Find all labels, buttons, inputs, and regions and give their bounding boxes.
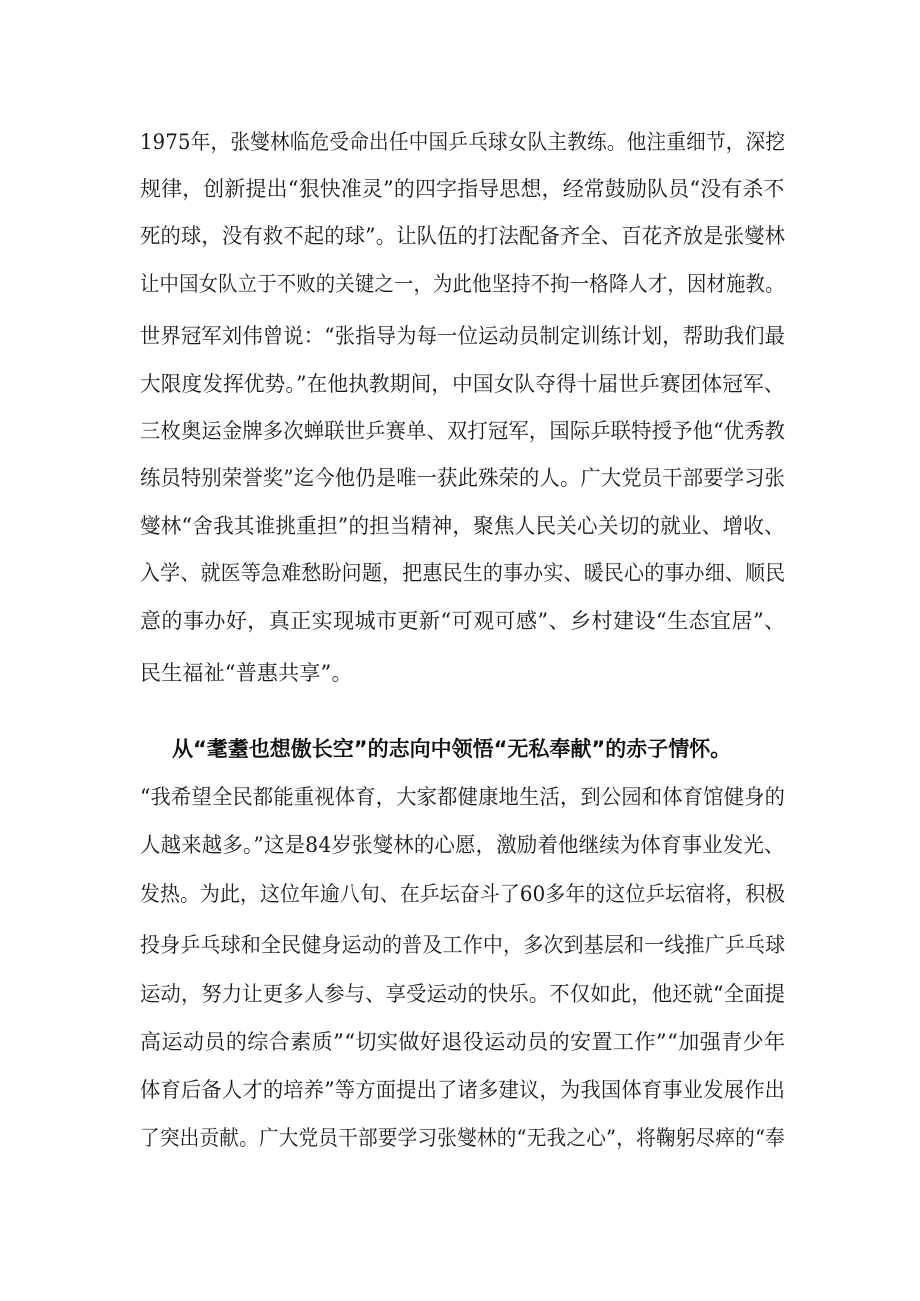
paragraph-1-line-3: 死的球，没有救不起的球”。让队伍的打法配备齐全、百花齐放是张燮林 <box>140 224 786 248</box>
paragraph-1-line-11: 意的事办好，真正实现城市更新“可观可感”、乡村建设“生态宜居”、 <box>140 609 786 633</box>
paragraph-2-line-6: 高运动员的综合素质”“切实做好退役运动员的安置工作”“加强青少年 <box>140 1030 786 1054</box>
paragraph-2-line-7: 体育后备人才的培养”等方面提出了诸多建议，为我国体育事业发展作出 <box>140 1078 786 1102</box>
paragraph-1-line-9: 燮林“舍我其谁挑重担”的担当精神，聚焦人民关心关切的就业、增收、 <box>140 514 785 538</box>
paragraph-1-line-5: 世界冠军刘伟曾说：“张指导为每一位运动员制定训练计划，帮助我们最 <box>140 324 786 348</box>
paragraph-1-line-8: 练员特别荣誉奖”迄今他仍是唯一获此殊荣的人。广大党员干部要学习张 <box>140 466 786 490</box>
paragraph-2-line-2: 人越来越多。”这是84岁张燮林的心愿，激励着他继续为体育事业发光、 <box>140 833 785 857</box>
paragraph-1-line-10: 入学、就医等急难愁盼问题，把惠民生的事办实、暖民心的事办细、顺民 <box>140 561 786 585</box>
section-heading: 从“耄耋也想傲长空”的志向中领悟“无私奉献”的赤子情怀。 <box>172 737 732 761</box>
paragraph-2-line-3: 发热。为此，这位年逾八旬、在乒坛奋斗了60多年的这位乒坛宿将，积极 <box>140 882 786 906</box>
paragraph-2-line-8: 了突出贡献。广大党员干部要学习张燮林的“无我之心”，将鞠躬尽瘁的“奉 <box>140 1126 786 1150</box>
paragraph-1-line-7: 三枚奥运金牌多次蝉联世乒赛单、双打冠军，国际乒联特授予他“优秀教 <box>140 419 786 443</box>
paragraph-2-line-1: “我希望全民都能重视体育，大家都健康地生活，到公园和体育馆健身的 <box>140 785 786 809</box>
paragraph-2-line-5: 运动，努力让更多人参与、享受运动的快乐。不仅如此，他还就“全面提 <box>140 982 786 1006</box>
paragraph-1-line-2: 规律，创新提出“狠快准灵”的四字指导思想，经常鼓励队员“没有杀不 <box>140 177 785 201</box>
paragraph-1-line-1: 1975年，张燮林临危受命出任中国乒乓球女队主教练。他注重细节，深挖 <box>140 130 786 154</box>
paragraph-2-line-4: 投身乒乓球和全民健身运动的普及工作中，多次到基层和一线推广乒乓球 <box>140 933 786 957</box>
paragraph-1-line-6: 大限度发挥优势。”在他执教期间，中国女队夺得十届世乒赛团体冠军、 <box>140 372 785 396</box>
paragraph-1-line-4: 让中国女队立于不败的关键之一，为此他坚持不拘一格降人才，因材施教。 <box>140 272 785 296</box>
paragraph-1-line-12: 民生福祉“普惠共享”。 <box>140 661 353 685</box>
